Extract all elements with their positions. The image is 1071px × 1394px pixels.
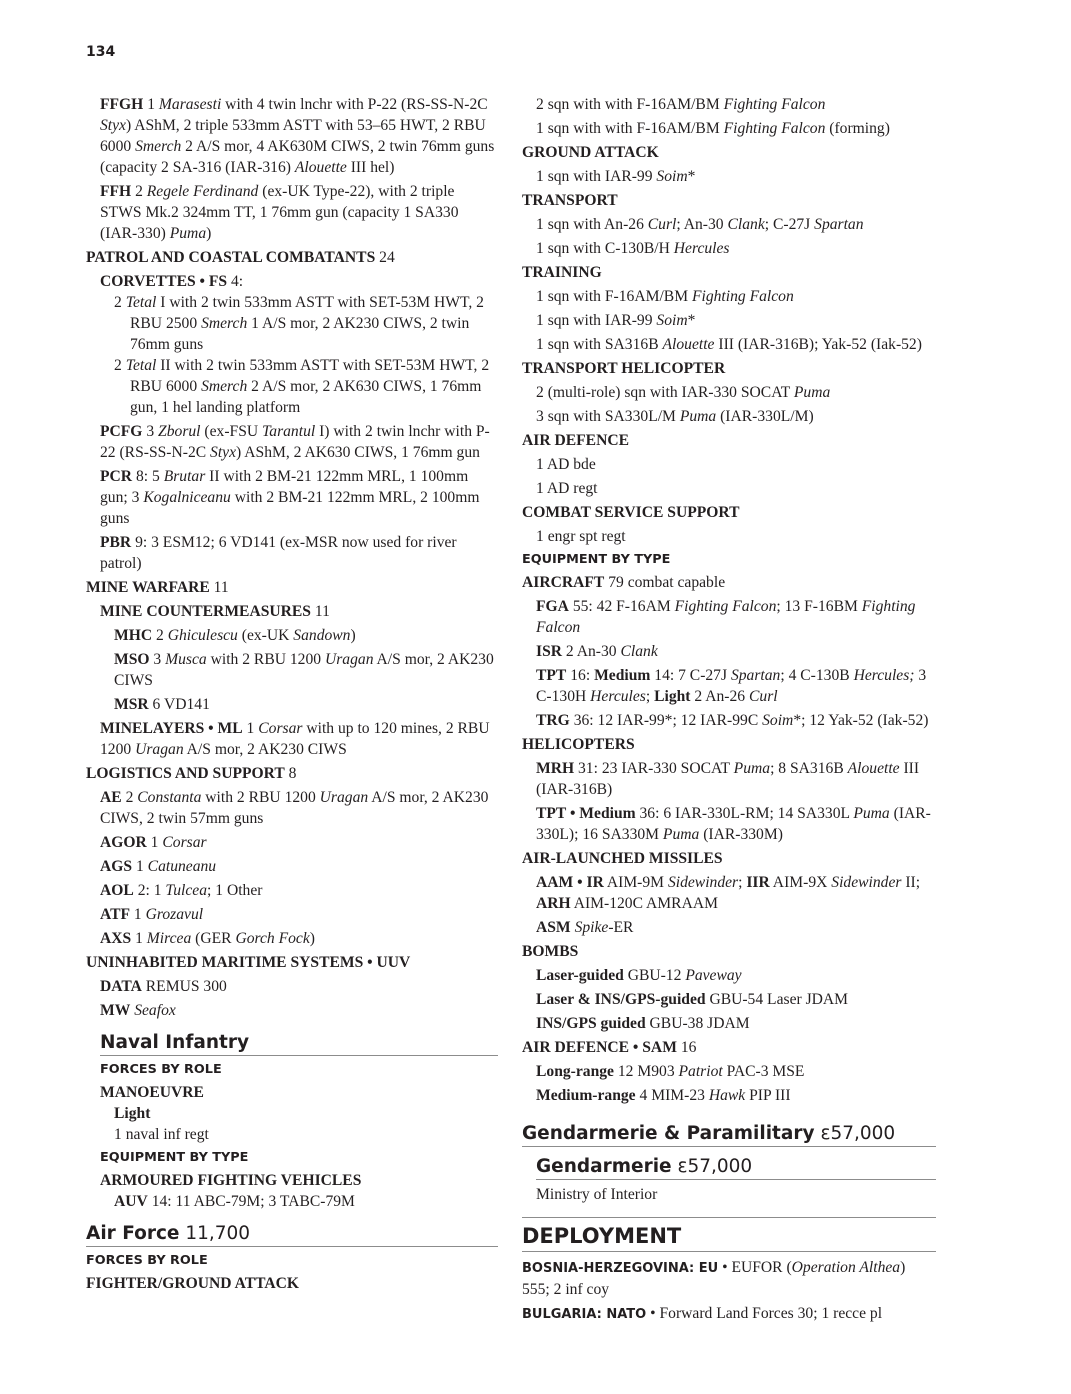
msr-entry: MSR 6 VD141	[114, 696, 210, 713]
naval-forces-by-role: FORCES BY ROLE	[100, 1062, 222, 1077]
agor-entry: AGOR 1 Corsar	[100, 834, 207, 851]
asm-entry: ASM Spike-ER	[536, 919, 634, 936]
training-sqn-2: 1 sqn with IAR-99 Soim*	[536, 312, 696, 329]
ministry-text: Ministry of Interior	[536, 1186, 658, 1203]
bulgaria-entry: BULGARIA: NATO • Forward Land Forces 30; 1 recce pl	[522, 1305, 883, 1322]
fighter-ground-attack-heading: FIGHTER/GROUND ATTACK	[86, 1275, 299, 1292]
ae-entry: AE 2 Constanta with 2 RBU 1200 Uragan A/S mor, 2 AK230 CIWS, 2 twin 57mm guns	[100, 789, 489, 827]
tetal1-entry: 2 Tetal I with 2 twin 533mm ASTT with SET-53M HWT, 2 RBU 2500 Smerch 1 A/S mor, 2 AK230 CIWS, 2 twin 76mm guns	[114, 294, 484, 353]
ad-regt: 1 AD regt	[536, 480, 598, 497]
css-regt: 1 engr spt regt	[536, 528, 626, 545]
naval-infantry-heading: Naval Infantry	[100, 1031, 498, 1056]
bosnia-entry: BOSNIA-HERZEGOVINA: EU • EUFOR (Operation Althea) 555; 2 inf coy	[522, 1259, 906, 1298]
atf-entry: ATF 1 Grozavul	[100, 906, 204, 923]
left-column	[86, 94, 498, 1297]
logistics-heading: LOGISTICS AND SUPPORT 8	[86, 765, 297, 782]
manoeuvre-heading: MANOEUVRE	[100, 1084, 204, 1101]
corvettes-heading: CORVETTES • FS 4:	[100, 273, 244, 290]
air-defence-heading: AIR DEFENCE	[522, 432, 630, 449]
helicopters-heading: HELICOPTERS	[522, 736, 635, 753]
naval-inf-regt: 1 naval inf regt	[114, 1126, 209, 1143]
aol-entry: AOL 2: 1 Tulcea; 1 Other	[100, 882, 263, 899]
auv-entry: AUV 14: 11 ABC-79M; 3 TABC-79M	[114, 1193, 355, 1210]
fga-sqn-2: 1 sqn with with F-16AM/BM Fighting Falcon (forming)	[536, 120, 890, 137]
mhc-entry: MHC 2 Ghiculescu (ex-UK Sandown)	[114, 627, 356, 644]
training-sqn-1: 1 sqn with F-16AM/BM Fighting Falcon	[536, 288, 794, 305]
deployment-heading: DEPLOYMENT	[522, 1217, 936, 1252]
mcm-heading: MINE COUNTERMEASURES 11	[100, 603, 330, 620]
training-heading: TRAINING	[522, 264, 602, 281]
ad-bde: 1 AD bde	[536, 456, 596, 473]
ags-entry: AGS 1 Catuneanu	[100, 858, 217, 875]
ground-attack-heading: GROUND ATTACK	[522, 144, 659, 161]
tpt-medium-entry: TPT • Medium 36: 6 IAR-330L-RM; 14 SA330L Puma (IAR-330L); 16 SA330M Puma (IAR-330M)	[536, 805, 931, 843]
transport-sqn-1: 1 sqn with An-26 Curl; An-30 Clank; C-27J Spartan	[536, 216, 864, 233]
air-equipment-by-type: EQUIPMENT BY TYPE	[522, 552, 671, 567]
laser-guided-entry: Laser-guided GBU-12 Paveway	[536, 967, 742, 984]
air-force-heading: Air Force 11,700	[86, 1222, 498, 1247]
long-range-entry: Long-range 12 M903 Patriot PAC-3 MSE	[536, 1063, 805, 1080]
air-forces-by-role: FORCES BY ROLE	[86, 1253, 208, 1268]
th-sqn-1: 2 (multi-role) sqn with IAR-330 SOCAT Puma	[536, 384, 831, 401]
right-column	[522, 94, 936, 1328]
tpt-entry: TPT 16: Medium 14: 7 C-27J Spartan; 4 C-130B Hercules; 3 C-130H Hercules; Light 2 An-26 Curl	[536, 667, 927, 705]
mw-entry: MW Seafox	[100, 1002, 176, 1019]
ffh-entry: FFH 2 Regele Ferdinand (ex-UK Type-22), with 2 triple STWS Mk.2 324mm TT, 1 76mm gun (capacity 1 SA330 (IAR-330) Puma)	[100, 183, 459, 242]
aam-entry: AAM • IR AIM-9M Sidewinder; IIR AIM-9X Sidewinder II; ARH AIM-120C AMRAAM	[536, 874, 921, 912]
transport-sqn-2: 1 sqn with C-130B/H Hercules	[536, 240, 730, 257]
patrol-heading: PATROL AND COASTAL COMBATANTS 24	[86, 249, 395, 266]
page-number: 134	[86, 44, 116, 60]
transport-heading: TRANSPORT	[522, 192, 618, 209]
ins-gps-entry: INS/GPS guided GBU-38 JDAM	[536, 1015, 750, 1032]
th-sqn-2: 3 sqn with SA330L/M Puma (IAR-330L/M)	[536, 408, 814, 425]
fga-entry: FGA 55: 42 F-16AM Fighting Falcon; 13 F-16BM Fighting Falcon	[536, 598, 916, 636]
mso-entry: MSO 3 Musca with 2 RBU 1200 Uragan A/S mor, 2 AK230 CIWS	[114, 651, 494, 689]
tetal2-entry: 2 Tetal II with 2 twin 533mm ASTT with SET-53M HWT, 2 RBU 6000 Smerch 2 A/S mor, 2 AK630 CIWS, 1 76mm gun, 1 hel landing platform	[114, 357, 490, 416]
css-heading: COMBAT SERVICE SUPPORT	[522, 504, 740, 521]
afv-heading: ARMOURED FIGHTING VEHICLES	[100, 1172, 362, 1189]
aircraft-heading: AIRCRAFT 79 combat capable	[522, 574, 726, 591]
isr-entry: ISR 2 An-30 Clank	[536, 643, 658, 660]
mine-warfare-heading: MINE WARFARE 11	[86, 579, 229, 596]
gendarmerie-paramilitary-heading: Gendarmerie & Paramilitary ε57,000	[522, 1122, 936, 1147]
training-sqn-3: 1 sqn with SA316B Alouette III (IAR-316B); Yak-52 (Iak-52)	[536, 336, 922, 353]
pcfg-entry: PCFG 3 Zborul (ex-FSU Tarantul I) with 2 twin lnchr with P-22 (RS-SS-N-2C Styx) AShM, 2 AK630 CIWS, 1 76mm gun	[100, 423, 490, 461]
naval-equipment-by-type: EQUIPMENT BY TYPE	[100, 1150, 249, 1165]
ad-sam-heading: AIR DEFENCE • SAM 16	[522, 1039, 697, 1056]
uninhabited-heading: UNINHABITED MARITIME SYSTEMS • UUV	[86, 954, 411, 971]
gendarmerie-heading: Gendarmerie ε57,000	[536, 1155, 936, 1180]
medium-range-entry: Medium-range 4 MIM-23 Hawk PIP III	[536, 1087, 791, 1104]
minelayers-entry: MINELAYERS • ML 1 Corsar with up to 120 mines, 2 RBU 1200 Uragan A/S mor, 2 AK230 CIWS	[100, 720, 490, 758]
fga-sqn-1: 2 sqn with with F-16AM/BM Fighting Falcon	[536, 96, 826, 113]
mrh-entry: MRH 31: 23 IAR-330 SOCAT Puma; 8 SA316B Alouette III (IAR-316B)	[536, 760, 920, 798]
data-entry: DATA REMUS 300	[100, 978, 227, 995]
ffgh-entry: FFGH 1 Marasesti with 4 twin lnchr with P-22 (RS-SS-N-2C Styx) AShM, 2 triple 533mm ASTT with 53–65 HWT, 2 RBU 6000 Smerch 2 A/S mor, 4 AK630M CIWS, 2 twin 76mm guns (capacity 2 SA-316 (IAR-316) Alouette III hel)	[100, 96, 495, 176]
pbr-entry: PBR 9: 3 ESM12; 6 VD141 (ex-MSR now used for river patrol)	[100, 534, 457, 572]
trg-entry: TRG 36: 12 IAR-99*; 12 IAR-99C Soim*; 12 Yak-52 (Iak-52)	[536, 712, 929, 729]
pcr-entry: PCR 8: 5 Brutar II with 2 BM-21 122mm MRL, 1 100mm gun; 3 Kogalniceanu with 2 BM-21 122mm MRL, 2 100mm guns	[100, 468, 480, 527]
axs-entry: AXS 1 Mircea (GER Gorch Fock)	[100, 930, 315, 947]
bombs-heading: BOMBS	[522, 943, 579, 960]
light-heading: Light	[114, 1105, 151, 1122]
transport-helicopter-heading: TRANSPORT HELICOPTER	[522, 360, 726, 377]
ga-sqn: 1 sqn with IAR-99 Soim*	[536, 168, 696, 185]
laser-ins-entry: Laser & INS/GPS-guided GBU-54 Laser JDAM	[536, 991, 849, 1008]
alm-heading: AIR-LAUNCHED MISSILES	[522, 850, 723, 867]
